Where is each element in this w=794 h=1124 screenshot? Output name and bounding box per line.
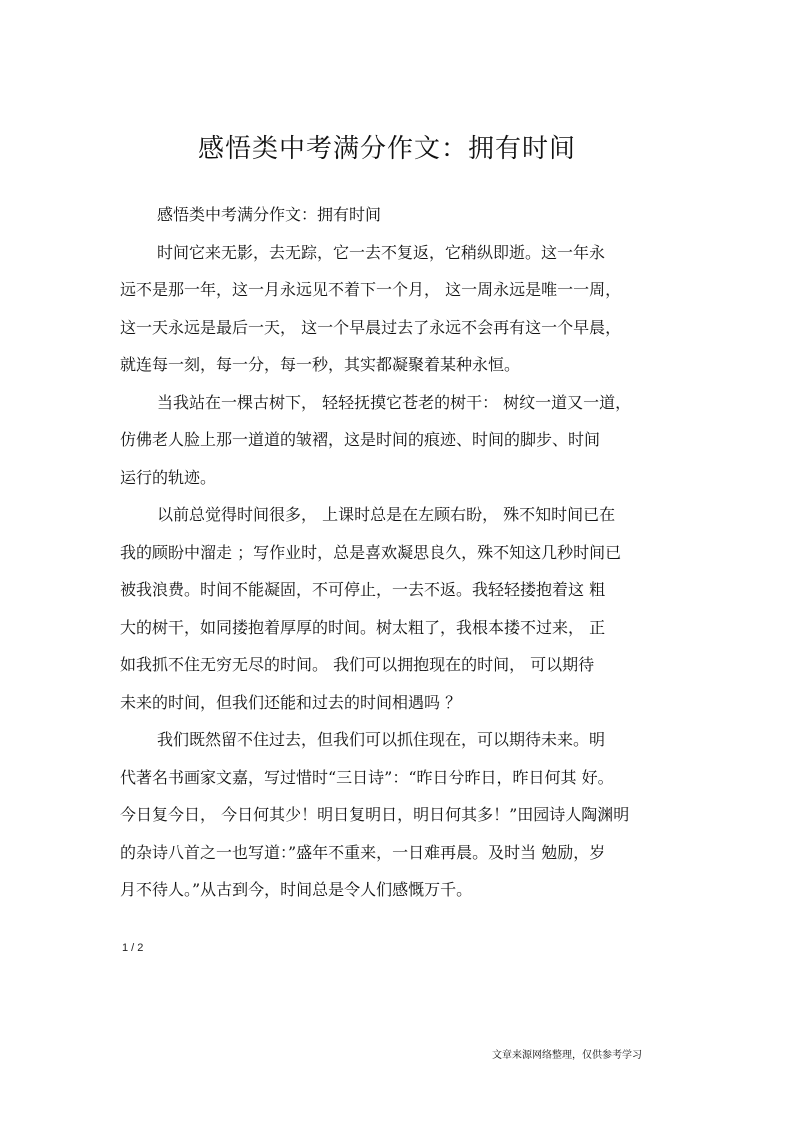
paragraph-line: 我们既然留不住过去，但我们可以抓住现在，可以期待未来。明 — [157, 730, 606, 749]
document-title: 感悟类中考满分作文：拥有时间 — [197, 134, 576, 164]
paragraph-line: 时间它来无影，去无踪，它一去不复返，它稍纵即逝。这一年永 — [157, 242, 606, 262]
paragraph-line: 我的顾盼中溜走 ；写作业时，总是喜欢凝思良久，殊不知这几秒时间已 — [120, 542, 622, 562]
subtitle-line: 感悟类中考满分作文：拥有时间 — [157, 205, 382, 224]
page-number: 1 / 2 — [122, 942, 144, 954]
paragraph-line: 大的树干，如同搂抱着厚厚的时间。树太粗了，我根本搂不过来， 正 — [120, 617, 606, 637]
paragraph-line: 代著名书画家文嘉，写过惜时“三日诗”：“昨日兮昨日，昨日何其 好。 — [120, 767, 614, 787]
paragraph-line: 今日复今日， 今日何其少！明日复明日，明日何其多！”田园诗人陶渊明 — [120, 805, 630, 824]
paragraph-line: 远不是那一年，这一月永远见不着下一个月， 这一周永远是唯一一周， — [120, 280, 622, 299]
article-body — [120, 196, 680, 909]
paragraph-line: 以前总觉得时间很多， 上课时总是在左顾右盼， 殊不知时间已在 — [157, 505, 616, 524]
paragraph-line: 如我抓不住无穷无尽的时间。 我们可以拥抱现在的时间， 可以期待 — [120, 655, 595, 674]
paragraph-line: 被我浪费。时间不能凝固，不可停止，一去不返。我轻轻搂抱着这 粗 — [120, 580, 606, 599]
paragraph-line: 未来的时间，但我们还能和过去的时间相遇吗 ？ — [120, 692, 462, 712]
paragraph-line: 月不待人。”从古到今，时间总是令人们感慨万千。 — [120, 880, 473, 899]
paragraph-line: 运行的轨迹。 — [120, 467, 217, 487]
paragraph-line: 的杂诗八首之一也写道：”盛年不重来，一日难再晨。及时当 勉励，岁 — [120, 842, 606, 862]
footer-note: 文章来源网络整理，仅供参考学习 — [492, 1050, 642, 1061]
paragraph-line: 当我站在一棵古树下， 轻轻抚摸它苍老的树干： 树纹一道又一道， — [157, 392, 632, 412]
paragraph-line: 这一天永远是最后一天， 这一个早晨过去了永远不会再有这一个早晨， — [120, 317, 622, 337]
paragraph-line: 仿佛老人脸上那一道道的皱褶，这是时间的痕迹、时间的脚步、时间 — [120, 430, 601, 449]
paragraph-line: 就连每一刻，每一分，每一秒，其实都凝聚着某种永恒。 — [120, 355, 521, 374]
